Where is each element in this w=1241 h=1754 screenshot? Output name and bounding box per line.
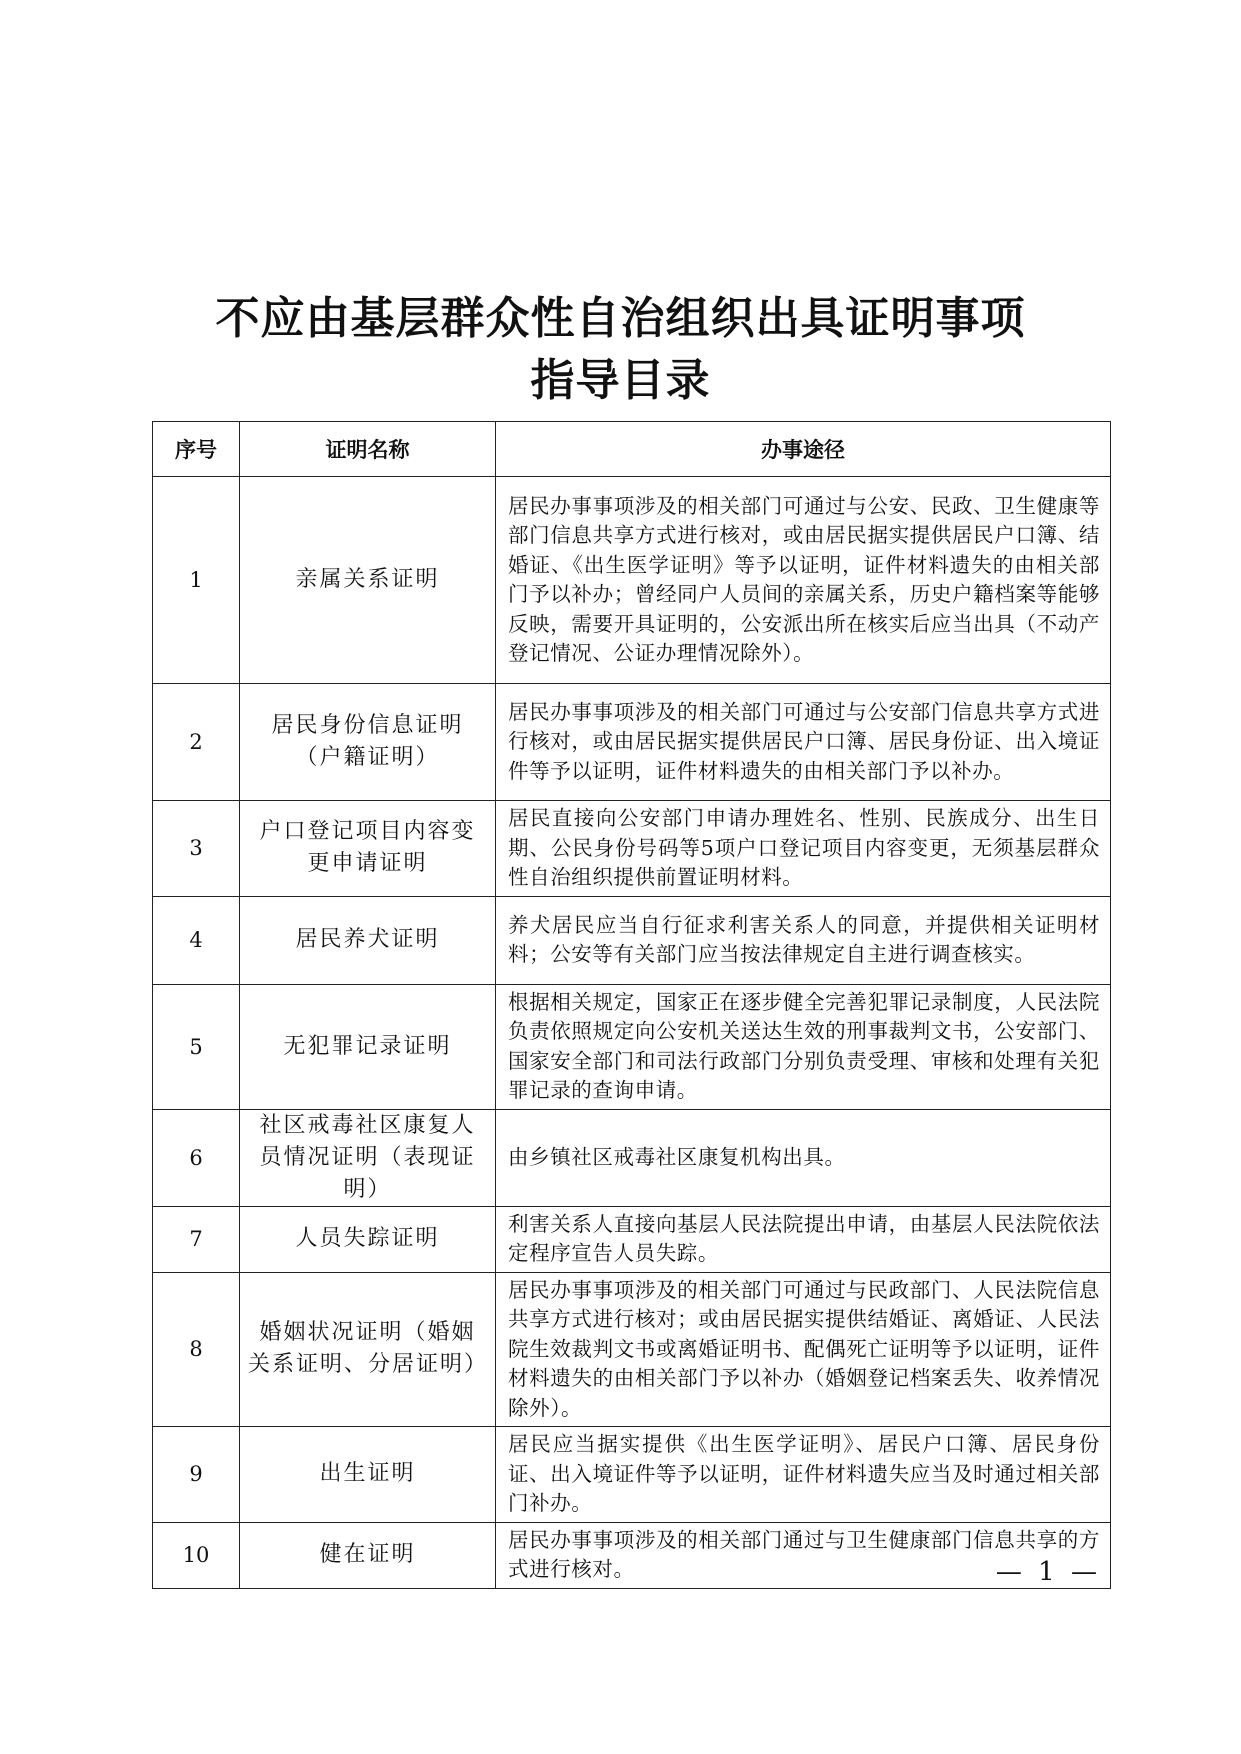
document-title-line2: 指导目录: [530, 355, 711, 406]
certificate-table: [152, 421, 1111, 1589]
row-handling-route: 居民应当据实提供《出生医学证明》、居民户口簿、居民身份证、出入境证件等予以证明，证件材料遗失应当及时通过相关部门补办。: [496, 1427, 1111, 1523]
table-row: [153, 1522, 1111, 1588]
table-row: [153, 896, 1111, 984]
row-serial: 8: [153, 1272, 240, 1427]
row-handling-route: 居民办事事项涉及的相关部门可通过与公安部门信息共享方式进行核对，或由居民据实提供居民户口簿、居民身份证、出入境证件等予以证明，证件材料遗失的由相关部门予以补办。: [496, 684, 1111, 801]
row-handling-route: 利害关系人直接向基层人民法院提出申请，由基层人民法院依法定程序宣告人员失踪。: [496, 1206, 1111, 1272]
row-certificate-name: 人员失踪证明: [240, 1206, 496, 1272]
row-serial: 1: [153, 477, 240, 684]
table-row: [153, 1206, 1111, 1272]
row-serial: 6: [153, 1109, 240, 1206]
row-certificate-name: 婚姻状况证明（婚姻关系证明、分居证明）: [240, 1272, 496, 1427]
row-handling-route: 由乡镇社区戒毒社区康复机构出具。: [496, 1109, 1111, 1206]
table-header-row: [153, 422, 1111, 477]
row-certificate-name: 户口登记项目内容变更申请证明: [240, 801, 496, 897]
row-serial: 3: [153, 801, 240, 897]
table-row: [153, 984, 1111, 1109]
row-serial: 2: [153, 684, 240, 801]
row-handling-route: 居民直接向公安部门申请办理姓名、性别、民族成分、出生日期、公民身份号码等5项户口登记项目内容变更，无须基层群众性自治组织提供前置证明材料。: [496, 801, 1111, 897]
row-serial: 10: [153, 1522, 240, 1588]
header-certificate-name: 证明名称: [240, 422, 496, 477]
row-handling-route: 居民办事事项涉及的相关部门通过与卫生健康部门信息共享的方式进行核对。: [496, 1522, 1111, 1588]
row-serial: 4: [153, 896, 240, 984]
page-number: — 1 —: [995, 1557, 1101, 1587]
row-handling-route: 根据相关规定，国家正在逐步健全完善犯罪记录制度，人民法院负责依照规定向公安机关送达生效的刑事裁判文书，公安部门、国家安全部门和司法行政部门分别负责受理、审核和处理有关犯罪记录的查询申请。: [496, 984, 1111, 1109]
row-certificate-name: 居民身份信息证明（户籍证明）: [240, 684, 496, 801]
table-row: [153, 477, 1111, 684]
row-handling-route: 居民办事事项涉及的相关部门可通过与民政部门、人民法院信息共享方式进行核对；或由居民据实提供结婚证、离婚证、人民法院生效裁判文书或离婚证明书、配偶死亡证明等予以证明，证件材料遗失的由相关部门予以补办（婚姻登记档案丢失、收养情况除外）。: [496, 1272, 1111, 1427]
row-certificate-name: 出生证明: [240, 1427, 496, 1523]
row-handling-route: 居民办事事项涉及的相关部门可通过与公安、民政、卫生健康等部门信息共享方式进行核对，或由居民据实提供居民户口簿、结婚证、《出生医学证明》等予以证明，证件材料遗失的由相关部门予以补办；曾经同户人员间的亲属关系，历史户籍档案等能够反映，需要开具证明的，公安派出所在核实后应当出具（不动产登记情况、公证办理情况除外）。: [496, 477, 1111, 684]
header-serial: 序号: [153, 422, 240, 477]
row-certificate-name: 居民养犬证明: [240, 896, 496, 984]
table-row: [153, 1272, 1111, 1427]
header-handling-route: 办事途径: [496, 422, 1111, 477]
document-title-line1: 不应由基层群众性自治组织出具证明事项: [215, 293, 1026, 344]
table-row: [153, 801, 1111, 897]
table-row: [153, 1109, 1111, 1206]
row-certificate-name: 社区戒毒社区康复人员情况证明（表现证明）: [240, 1109, 496, 1206]
row-certificate-name: 健在证明: [240, 1522, 496, 1588]
row-serial: 5: [153, 984, 240, 1109]
row-handling-route: 养犬居民应当自行征求利害关系人的同意，并提供相关证明材料；公安等有关部门应当按法律规定自主进行调查核实。: [496, 896, 1111, 984]
row-certificate-name: 亲属关系证明: [240, 477, 496, 684]
row-serial: 7: [153, 1206, 240, 1272]
table-row: [153, 1427, 1111, 1523]
row-serial: 9: [153, 1427, 240, 1523]
table-row: [153, 684, 1111, 801]
row-certificate-name: 无犯罪记录证明: [240, 984, 496, 1109]
